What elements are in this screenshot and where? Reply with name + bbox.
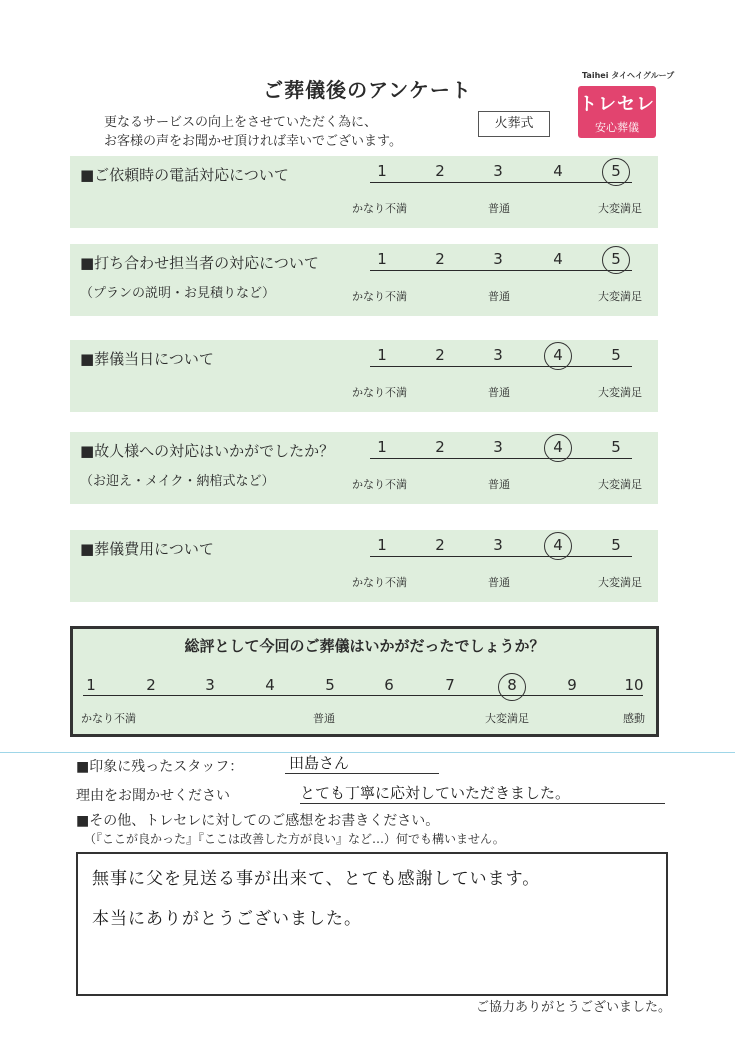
rating-option[interactable]: 5	[611, 250, 621, 268]
selected-rating-circle	[544, 532, 572, 560]
overall-title: 総評として今回のご葬儀はいかがだったでしょうか？	[184, 637, 545, 655]
rating-option[interactable]: 5	[611, 162, 621, 180]
other-hint: （『ここが良かった』『ここは改善した方が良い』など…）何でも構いません。	[84, 832, 505, 846]
question-section	[70, 156, 658, 228]
scale-label-mid: 普通	[488, 576, 510, 589]
overall-option[interactable]: 8	[507, 676, 517, 694]
question-label: ■打ち合わせ担当者の対応について	[80, 254, 319, 272]
page-title: ご葬儀後のアンケート	[263, 78, 472, 102]
question-sub-label: （プランの説明・お見積りなど）	[80, 286, 276, 301]
scale-label-low: かなり不満	[352, 202, 407, 215]
overall-option[interactable]: 7	[445, 676, 455, 694]
question-section	[70, 340, 658, 412]
question-sub-label: （お迎え・メイク・納棺式など）	[80, 474, 275, 489]
brand-logo	[578, 86, 656, 138]
rating-option[interactable]: 3	[493, 162, 503, 180]
rating-option[interactable]: 3	[493, 438, 503, 456]
scale-label-low: かなり不満	[352, 386, 407, 399]
overall-option[interactable]: 10	[624, 676, 644, 694]
scale-label-mid: 普通	[488, 290, 510, 303]
overall-label-mid: 普通	[313, 712, 335, 725]
rating-option[interactable]: 1	[377, 536, 387, 554]
rating-option[interactable]: 1	[377, 250, 387, 268]
scale-line	[370, 182, 632, 183]
staff-label: ■印象に残ったスタッフ：	[76, 759, 244, 775]
rating-option[interactable]: 3	[493, 250, 503, 268]
rating-option[interactable]: 1	[377, 346, 387, 364]
scale-label-mid: 普通	[488, 202, 510, 215]
scale-label-high: 大変満足	[598, 576, 642, 589]
rating-option[interactable]: 1	[377, 438, 387, 456]
scale-label-high: 大変満足	[598, 386, 642, 399]
overall-selected-circle	[498, 673, 526, 701]
overall-label-high: 大変満足	[485, 712, 529, 725]
comment-line-1: 無事に父を見送る事が出来て、とても感謝しています。	[92, 869, 541, 889]
scale-line	[370, 458, 632, 459]
scale-label-high: 大変満足	[598, 290, 642, 303]
selected-rating-circle	[602, 158, 630, 186]
overall-option[interactable]: 6	[384, 676, 394, 694]
overall-option[interactable]: 1	[86, 676, 96, 694]
rating-option[interactable]: 2	[435, 250, 445, 268]
rating-option[interactable]: 4	[553, 162, 563, 180]
rating-option[interactable]: 5	[611, 346, 621, 364]
rating-option[interactable]: 4	[553, 536, 563, 554]
overall-rating-box	[70, 626, 659, 737]
question-label: ■葬儀費用について	[80, 540, 214, 558]
scale-label-low: かなり不満	[352, 478, 407, 491]
selected-rating-circle	[544, 342, 572, 370]
overall-label-top: 感動	[623, 712, 645, 725]
rating-option[interactable]: 4	[553, 346, 563, 364]
overall-option[interactable]: 3	[205, 676, 215, 694]
other-label: ■その他、トレセレに対してのご感想をお書きください。	[76, 813, 440, 829]
rating-option[interactable]: 5	[611, 536, 621, 554]
overall-option[interactable]: 2	[146, 676, 156, 694]
thanks-footer: ご協力ありがとうございました。	[475, 1000, 671, 1015]
overall-option[interactable]: 4	[265, 676, 275, 694]
rating-option[interactable]: 5	[611, 438, 621, 456]
scale-label-mid: 普通	[488, 386, 510, 399]
funeral-type-box: 火葬式	[478, 111, 550, 137]
intro-line-1: 更なるサービスの向上をさせていただく為に、	[104, 115, 378, 130]
selected-rating-circle	[544, 434, 572, 462]
rating-option[interactable]: 3	[493, 536, 503, 554]
question-section	[70, 530, 658, 602]
rating-option[interactable]: 3	[493, 346, 503, 364]
scale-label-low: かなり不満	[352, 576, 407, 589]
question-section	[70, 432, 658, 504]
rating-option[interactable]: 1	[377, 162, 387, 180]
overall-label-low: かなり不満	[81, 712, 136, 725]
scale-line	[370, 270, 632, 271]
logo-name: トレセレ	[579, 94, 655, 115]
group-logo-text: Taihei タイヘイグループ	[582, 71, 675, 80]
selected-rating-circle	[602, 246, 630, 274]
overall-scale-line	[83, 695, 643, 696]
rating-option[interactable]: 2	[435, 346, 445, 364]
comment-line-2: 本当にありがとうございました。	[92, 909, 362, 929]
scale-line	[370, 556, 632, 557]
rating-option[interactable]: 2	[435, 536, 445, 554]
question-section	[70, 244, 658, 316]
scale-label-low: かなり不満	[352, 290, 407, 303]
reason-field[interactable]: とても丁寧に応対していただきました。	[300, 782, 665, 804]
rating-option[interactable]: 4	[553, 438, 563, 456]
reason-label: 理由をお聞かせください	[76, 788, 230, 804]
rating-option[interactable]: 2	[435, 438, 445, 456]
scale-line	[370, 366, 632, 367]
scale-label-high: 大変満足	[598, 202, 642, 215]
question-label: ■葬儀当日について	[80, 350, 214, 368]
logo-sub: 安心葬儀	[595, 121, 639, 134]
rating-option[interactable]: 4	[553, 250, 563, 268]
overall-option[interactable]: 5	[325, 676, 335, 694]
intro-line-2: お客様の声をお聞かせ頂ければ幸いでございます。	[104, 134, 402, 149]
scale-label-high: 大変満足	[598, 478, 642, 491]
scale-label-mid: 普通	[488, 478, 510, 491]
comment-box[interactable]	[76, 852, 668, 996]
rating-option[interactable]: 2	[435, 162, 445, 180]
overall-option[interactable]: 9	[567, 676, 577, 694]
staff-name-field[interactable]: 田島さん	[285, 752, 439, 774]
question-label: ■故人様への対応はいかがでしたか？	[80, 442, 335, 460]
question-label: ■ご依頼時の電話対応について	[80, 166, 289, 184]
